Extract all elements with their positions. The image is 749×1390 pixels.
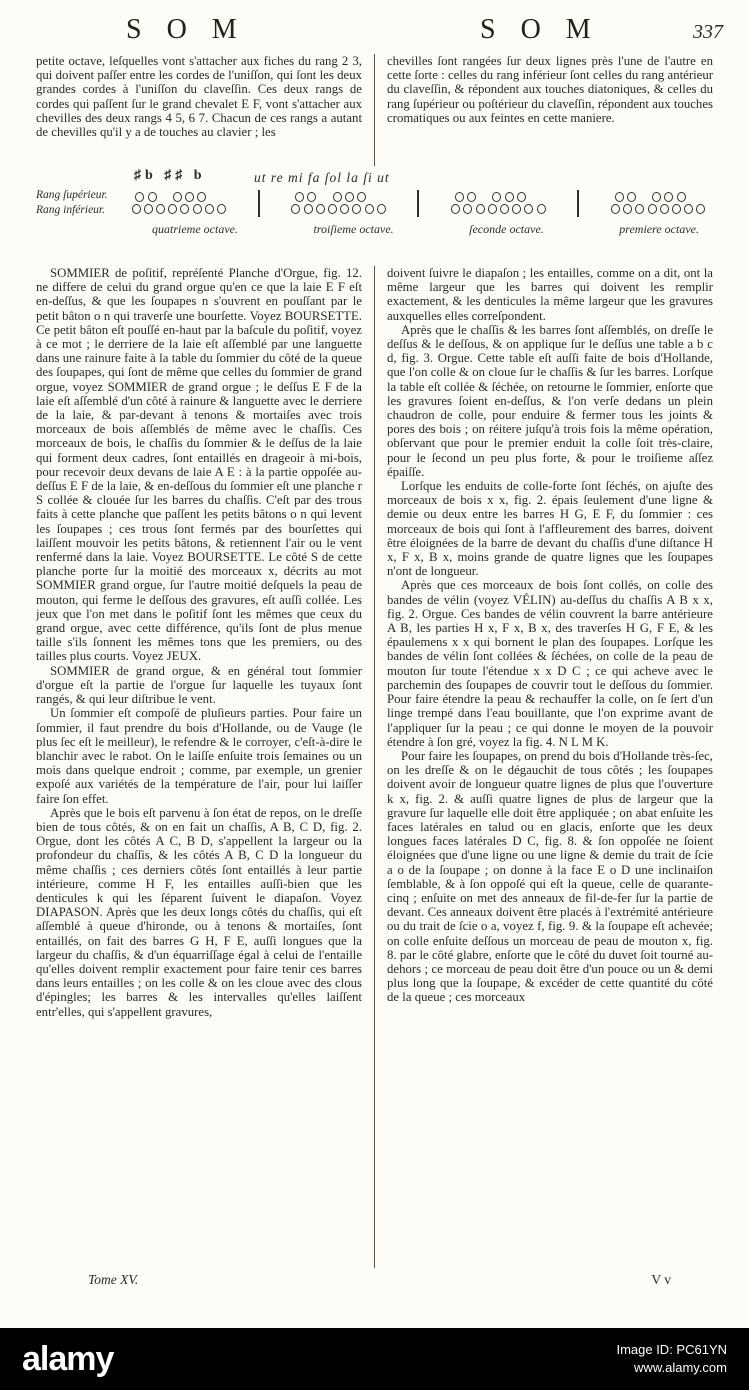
image-id-text: Image ID: PC61YN [616, 1342, 727, 1357]
peg-circle [144, 204, 153, 214]
octave-separator-bar [258, 190, 260, 217]
intro-column-left [36, 54, 375, 166]
peg-circle [352, 204, 361, 214]
intro-column-right [375, 54, 713, 166]
row-label-inferieur: Rang inférieur. [36, 204, 105, 216]
octave-group [609, 192, 707, 214]
peg-circle [148, 192, 157, 202]
tome-signature: Tome XV. [88, 1272, 139, 1287]
lower-peg-row [450, 204, 548, 214]
peg-circle [173, 192, 182, 202]
peg-circle [217, 204, 226, 214]
watermark-bar [0, 1328, 749, 1390]
peg-circle [328, 204, 337, 214]
peg-circle [524, 204, 533, 214]
peg-circle [677, 192, 686, 202]
peg-circle [467, 192, 476, 202]
peg-circle [505, 192, 514, 202]
peg-circle [476, 204, 485, 214]
peg-circle [156, 204, 165, 214]
watermark-meta [616, 1341, 727, 1377]
peg-circle [135, 192, 144, 202]
peg-circle [291, 204, 300, 214]
peg-circle [316, 204, 325, 214]
peg-circle [180, 204, 189, 214]
lower-peg-row [609, 204, 707, 214]
peg-circle [652, 192, 661, 202]
peg-circle [611, 204, 620, 214]
lower-peg-row [290, 204, 388, 214]
peg-circle [365, 204, 374, 214]
peg-circle [660, 204, 669, 214]
lower-peg-row [130, 204, 228, 214]
diagram-notes-line [36, 170, 713, 188]
peg-circle [463, 204, 472, 214]
octave-separator-bar [417, 190, 419, 217]
paragraph: Après que ces morceaux de bois ſont collés, on colle des bandes de vélin (voyez VÉLIN) au-deſſus du chaſſis A B x x, fig. 2. Orgue. Ces bandes de vélin couvrent la barre antérieure A B, les parties H x, F x, B x, des traverſes H G, F E, & les épaulemens x x qui bornent le plan des ſoupapes. Lorſque les bandes de vélin ſont collées & ſéchées, on colle de la peau de mouton ſur toute l'étendue x x D C ; ce qui acheve avec le parchemin des ſoupapes de couvrir tout le deſſous du ſommier. Pour faire étendre la peau & rechauffer la colle, on ſe ſert d'un linge trempé dans l'eau bouillante, que l'on exprime avant de l'appliquer ſur la peau ; ce qui donne le moyen de la pouvoir étendre à ſon gré, voyez la fig. 4. N L M K. [387, 578, 713, 749]
intro-text-left: petite octave, leſquelles vont s'attacher aux fiches du rang 2 3, qui doivent paſſer entre les cordes de l'uniſſon, qui ſont les deux grandes cordes à l'uniſſon du claveſſin. Ces deux rangs de cordes qui paſſent ſur le grand chevalet E F, vont s'attacher aux chevilles des deux rangs 4 5, 6 7. Chacun de ces rangs a autant de chevilles qu'il y a de touches au clavier ; les [36, 54, 362, 140]
page-footer [36, 1272, 713, 1288]
paragraph: Après que le bois eſt parvenu à ſon état de repos, on le dreſſe bien de tous côtés, & on en fait un chaſſis, A B, C D, fig. 2. Orgue, dont les côtés A C, B D, s'appellent la largeur ou la profondeur du chaſſis, & les côtés A B, C D la longueur du même chaſſis ; ces derniers côtés ſont entaillés à leur partie intérieure, comme H F, les entailles auſſi-bien que les denticules k qui les ſéparent ſuivent le diapaſon. Voyez DIAPASON. Après que les deux longs côtés du chaſſis, qui eſt aſſemblé à queue d'hironde, ou à tenons & mortaiſes, ſont entaillés, on fait des barres G H, F E, auſſi longues que la largeur du chaſſis, & d'un équarriſſage égal à celui de l'entaille qu'elles doivent remplir exactement pour faire tenir ces barres dans leurs entailles ; on les colle & on les cloue avec des clous d'épingles; les barres & les intervalles qu'elles laiſſent entr'elles, qui s'appellent gravures, [36, 805, 362, 1019]
intro-text-right: chevilles ſont rangées ſur deux lignes près l'une de l'autre en cette ſorte : celles du rang inférieur ſont celles du rang antérieur du claveſſin, & répondent aux touches diatoniques, & celles du rang ſupérieur ou poſtérieur du claveſſin, répondent aux touches cromatiques ou aux feintes en cette maniere. [387, 54, 713, 125]
paragraph: Un ſommier eſt compoſé de pluſieurs parties. Pour faire un ſommier, il faut prendre du bois d'Hollande, ou de Vauge (le plus ſec eſt le meilleur), le refendre & le corroyer, c'eſt-à-dire le blanchir avec le rabot. On le laiſſe enſuite trois ſemaines ou un mois dans quelque endroit ; comme, par exemple, un grenier expoſé aux variétés de la température de l'air, pour lui laiſſer faire ſon effet. [36, 706, 362, 806]
row-label-superieur: Rang ſupérieur. [36, 189, 108, 201]
peg-circle [168, 204, 177, 214]
paragraph: Après que le chaſſis & les barres ſont aſſemblés, on dreſſe le deſſus & le deſſous, & on applique ſur le deſſus une table a b c d, fig. 3. Orgue. Cette table eſt auſſi faite de bois d'Hollande, que l'on colle & on cloue ſur le chaſſis & ſur les barres. Lorſque la table eſt collée & ſéchée, on retourne le ſommier, enſorte que les gravures ſoient en-deſſus, & l'on verſe dedans un plein chaudron de colle, pour enduire & fermer tous les joints & pores des bois ; on réitere juſqu'à trois fois la même opération, obſervant que pour le premier enduit la colle ſoit très-claire, pour le ſecond un peu plus forte, & pour le troiſieme aſſez épaiſſe. [387, 322, 713, 479]
peg-circle [648, 204, 657, 214]
peg-circle [193, 204, 202, 214]
peg-circle [615, 192, 624, 202]
octave-group [130, 192, 228, 214]
peg-circle [635, 204, 644, 214]
page-number: 337 [693, 21, 723, 43]
peg-circle [340, 204, 349, 214]
peg-circle [537, 204, 546, 214]
main-text-section [36, 266, 713, 1268]
peg-circle [205, 204, 214, 214]
octave-label: ſeconde octave. [469, 222, 544, 236]
peg-circle [304, 204, 313, 214]
peg-circle [455, 192, 464, 202]
paragraph: SOMMIER de poſitif, repréſenté Planche d'Orgue, fig. 12. ne differe de celui du grand orgue qu'en ce que la laie E F eſt en-deſſus, & que les ſoupapes n s'ouvrent en pouſſant par le petit bâton o n qui traverſe une bourſette. Voyez BOURSETTE. Ce petit bâton eſt pouſſé en-haut par la baſcule du poſitif, voyez à ce mot ; le derriere de la laie eſt aſſemblé par une languette dans une rainure faite à la table du ſommier du côté de la queue des ſoupapes, qui ſont de même que celles du ſommier de grand orgue, voyez SOMMIER de grand orgue ; le deſſus E F de la laie eſt aſſemblé d'un côté à rainure & languette avec le derriere de la laie, & par-devant à tenons & mortaiſes avec trois morceaux de bois aſſemblés de même avec le chaſſis. Ces morceaux de bois, le chaſſis du ſommier & le deſſus de la laie qui forment deux cadres, ſont entaillés en drageoir à mi-bois, pour recevoir deux devans de laie A E : à la partie oppoſée au-deſſus E F de la laie, & en-deſſous du ſommier eſt une planche r S collée & clouée ſur les barres du chaſſis. C'eſt par des trous faits à cette planche que paſſent les petits bâtons o n qui levent les ſoupapes ; ces trous ſont fermés par des bourſettes qui laiſſent mouvoir les petits bâtons, & retiennent l'air ou le vent renfermé dans la laie. Voyez BOURSETTE. Le côté S de cette planche porte ſur la moitié des morceaux x, décrits au mot SOMMIER grand orgue, ſur l'autre moitié deſquels la peau de mouton, qui ferme le deſſous des gravures, eſt auſſi collée. Les jeux que l'on met dans le poſitif ſont les mêmes que ceux du grand orgue, avec cette différence, qu'ils ſont de plus menue taille s'ils ſonnent les mêmes tons que les premiers, ou des tailles plus courts. Voyez JEUX. [36, 266, 362, 664]
octave-label: quatrieme octave. [152, 222, 238, 236]
gathering-signature: V v [651, 1272, 671, 1287]
paragraph: doivent ſuivre le diapaſon ; les entailles, comme on a dit, ont la même largeur que les barres qui doivent les remplir exactement, & les denticules la même largeur que les gravures auxquelles elles correſpondent. [387, 266, 713, 323]
upper-peg-row [613, 192, 687, 202]
peg-circle [333, 192, 342, 202]
alamy-url-text: www.alamy.com [634, 1360, 727, 1375]
peg-circle [197, 192, 206, 202]
octave-group [450, 192, 548, 214]
octave-groups [130, 190, 713, 217]
peg-circle [488, 204, 497, 214]
diagram-row-labels [36, 188, 130, 218]
intro-section [36, 54, 713, 166]
peg-circle [132, 204, 141, 214]
running-title-left: S O M [126, 14, 246, 45]
octave-label: troiſieme octave. [313, 222, 394, 236]
running-title-right: S O M [480, 14, 600, 45]
peg-circle [684, 204, 693, 214]
peg-circle [512, 204, 521, 214]
paragraph: SOMMIER de grand orgue, & en général tout ſommier d'orgue eſt la partie de l'orgue ſur laquelle les tuyaux ſont rangés, & qui leur diſtribue le vent. [36, 663, 362, 707]
sharp-flat-symbols: ♯b ♯♯ b [134, 168, 206, 183]
diagram-body [36, 188, 713, 218]
alamy-logo: alamy [22, 1339, 114, 1378]
main-column-left [36, 266, 375, 1268]
peg-circle [672, 204, 681, 214]
octave-separator-bar [577, 190, 579, 217]
octave-labels-row [132, 222, 713, 237]
solfege-labels: ut re mi fa ſol la ſi ut [254, 170, 390, 185]
main-column-right [375, 266, 713, 1268]
peg-circle [627, 192, 636, 202]
paragraph: Lorſque les enduits de colle-forte ſont ſéchés, on ajuſte des morceaux de bois x x, fig. 2. épais ſeulement d'une ligne & demie ou deux entre les barres H G, E F, du ſommier : ces morceaux de bois qui ſont à l'affleurement des barres, doivent être éloignées de la barre de devant du chaſſis d'une diſtance H x, F x, B x, moins grande de quatre lignes que les ſoupapes n'ont de longueur. [387, 479, 713, 579]
peg-circle [357, 192, 366, 202]
upper-peg-row [294, 192, 368, 202]
peg-circle [500, 204, 509, 214]
upper-peg-row [453, 192, 527, 202]
peg-circle [185, 192, 194, 202]
peg-circle [492, 192, 501, 202]
peg-circle [451, 204, 460, 214]
peg-circle [664, 192, 673, 202]
upper-peg-row [134, 192, 208, 202]
peg-circle [377, 204, 386, 214]
keyboard-pegs-diagram [36, 170, 713, 262]
octave-label: premiere octave. [619, 222, 699, 236]
peg-circle [517, 192, 526, 202]
peg-circle [696, 204, 705, 214]
peg-circle [345, 192, 354, 202]
paragraph: Pour faire les ſoupapes, on prend du bois d'Hollande très-ſec, on les dreſſe & on le dégauchit de tous côtés ; les ſoupapes doivent avoir de longueur quatre lignes de plus que l'ouverture k x, fig. 2. & auſſi quatre lignes de plus de largeur que la gravure ſur laquelle elle doit être appliquée ; on abat enſuite les faces latérales en talud ou en glacis, enſorte que les deux longues faces latérales D C, fig. 8. & ſon oppoſée ne ſoient éloignées que d'une ligne ou une ligne & demie du trait de ſcie a o de la ſoupape ; on donne à la face E o D une inclinaiſon ſemblable, & à ſon oppoſé qui eſt la queue, celle de quarante-cinq ; enſuite on met des anneaux de fil-de-fer ſur la partie de devant. Ces anneaux doivent être placés à l'extrémité antérieure ou du trait de ſcie o a, voyez f, fig. 9. & la ſoupape eſt achevée; on colle enſuite deſſous un morceau de peau de mouton x, fig. 8. par le côté glabre, enſorte que le côté du duvet ſoit tourné au-dehors ; ce morceau de peau doit être d'un pouce ou un & demi plus long que la ſoupape, & excéder de cette quantité du côté de la queue ; ces morceaux [387, 748, 713, 1005]
peg-circle [623, 204, 632, 214]
octave-group [290, 192, 388, 214]
page-header [0, 14, 749, 54]
peg-circle [295, 192, 304, 202]
peg-circle [307, 192, 316, 202]
